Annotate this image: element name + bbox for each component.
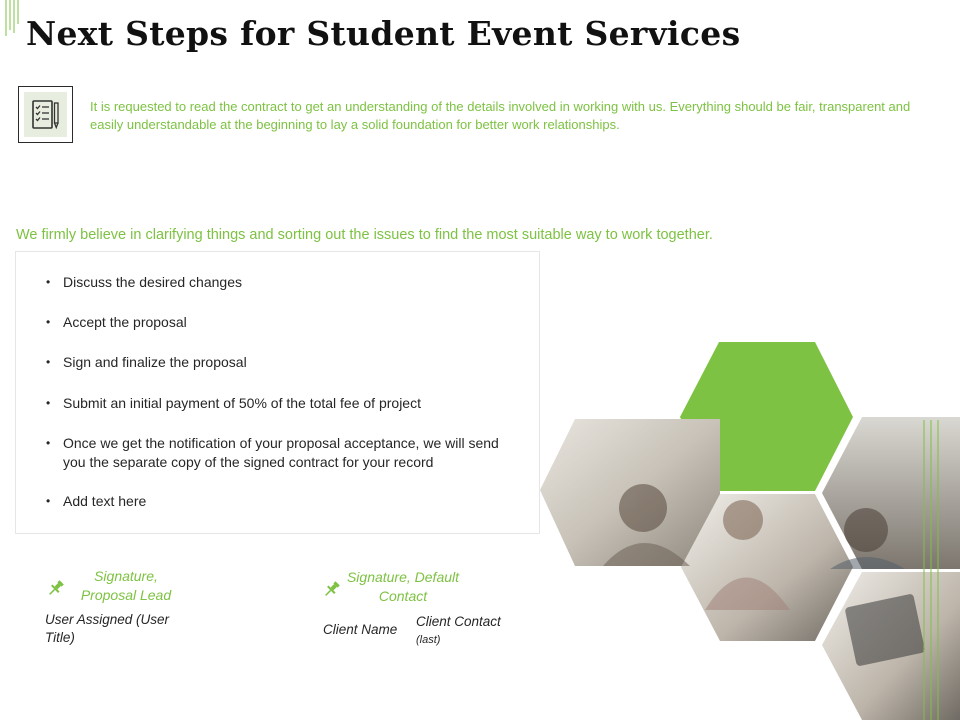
signature-default-contact-label: Signature, Default Contact [346, 569, 460, 604]
client-contact-sub: (last) [416, 634, 441, 646]
list-item: • Accept the proposal [46, 313, 523, 332]
client-contact: Client Contact [416, 614, 501, 629]
list-item: • Once we get the notification of your proposal acceptance, we will send you the separate copy of the signed contract for your record [46, 434, 523, 472]
document-checklist-icon [31, 99, 61, 131]
intro-paragraph: It is requested to read the contract to get an understanding of the details involved in working with us. Everything should be fair, transparent and easily understandable at the beginning to lay a solid foundation for better work relationships. [90, 99, 911, 132]
list-item: • Add text here [46, 492, 523, 511]
page-title: Next Steps for Student Event Services [26, 14, 741, 53]
pushpin-icon [46, 578, 66, 598]
proposal-lead-user: User Assigned (User Title) [45, 612, 170, 645]
client-name: Client Name [323, 622, 398, 637]
accent-lines [4, 0, 24, 36]
list-item: • Sign and finalize the proposal [46, 353, 523, 372]
photo-hexagon-right [822, 417, 960, 569]
belief-statement: We firmly believe in clarifying things and sorting out the issues to find the most suitable way to work together. [16, 227, 713, 243]
hexagon-photo-collage [540, 330, 960, 720]
document-icon-frame [18, 86, 73, 143]
list-item: • Submit an initial payment of 50% of the total fee of project [46, 394, 523, 413]
signature-proposal-lead-label: Signature, Proposal Lead [80, 568, 172, 603]
pushpin-icon [322, 579, 342, 599]
next-steps-list [15, 251, 540, 534]
list-item: • Discuss the desired changes [46, 273, 523, 292]
